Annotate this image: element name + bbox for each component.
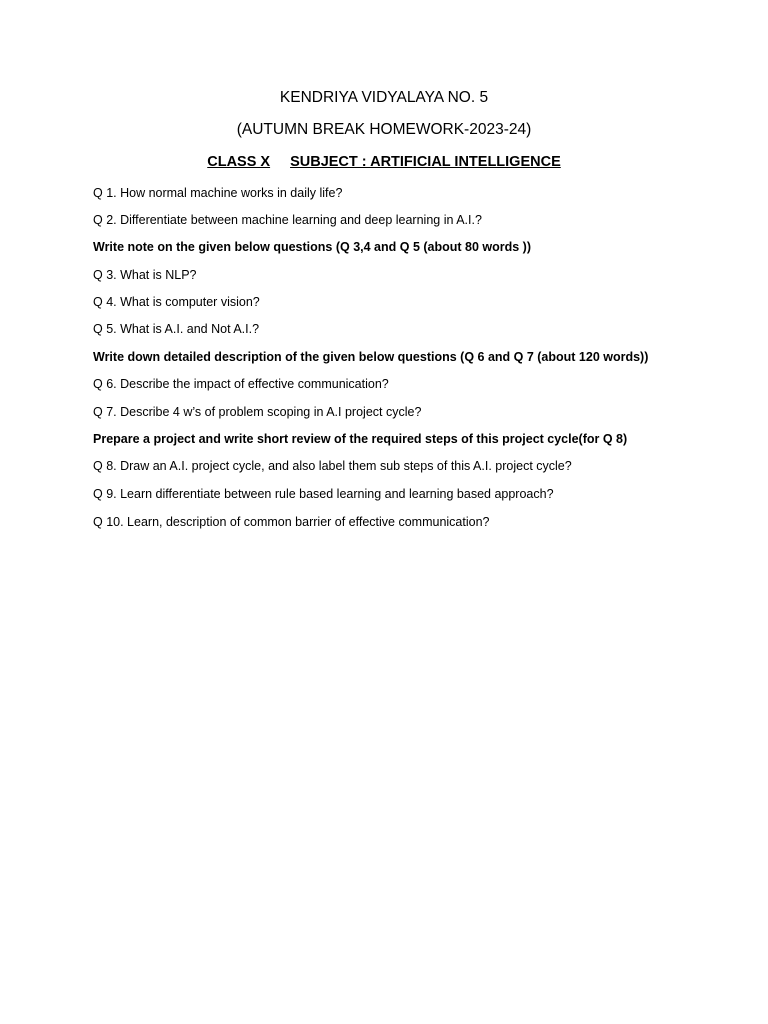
question-9: Q 9. Learn differentiate between rule based learning and learning based approach? — [93, 487, 554, 501]
question-8: Q 8. Draw an A.I. project cycle, and also label them sub steps of this A.I. project cycle? — [93, 459, 572, 473]
instruction-project: Prepare a project and write short review of the required steps of this project cycle(for Q 8) — [93, 432, 628, 446]
question-7: Q 7. Describe 4 w’s of problem scoping in A.I project cycle? — [93, 405, 422, 419]
homework-term: (AUTUMN BREAK HOMEWORK-2023-24) — [236, 121, 532, 138]
question-4: Q 4. What is computer vision? — [93, 295, 260, 309]
question-3: Q 3. What is NLP? — [93, 268, 197, 282]
class-subject-line — [0, 152, 768, 172]
instruction-detailed-description: Write down detailed description of the given below questions (Q 6 and Q 7 (about 120 words)) — [93, 350, 649, 364]
question-2: Q 2. Differentiate between machine learning and deep learning in A.I.? — [93, 213, 482, 227]
question-10: Q 10. Learn, description of common barrier of effective communication? — [93, 515, 490, 529]
school-name: KENDRIYA VIDYALAYA NO. 5 — [279, 89, 489, 106]
instruction-short-notes: Write note on the given below questions (Q 3,4 and Q 5 (about 80 words )) — [93, 240, 532, 254]
question-5: Q 5. What is A.I. and Not A.I.? — [93, 322, 260, 336]
question-6: Q 6. Describe the impact of effective communication? — [93, 377, 389, 391]
subject-label: SUBJECT : ARTIFICIAL INTELLIGENCE — [290, 154, 561, 170]
class-label: CLASS X — [207, 154, 271, 170]
question-1: Q 1. How normal machine works in daily life? — [93, 186, 343, 200]
